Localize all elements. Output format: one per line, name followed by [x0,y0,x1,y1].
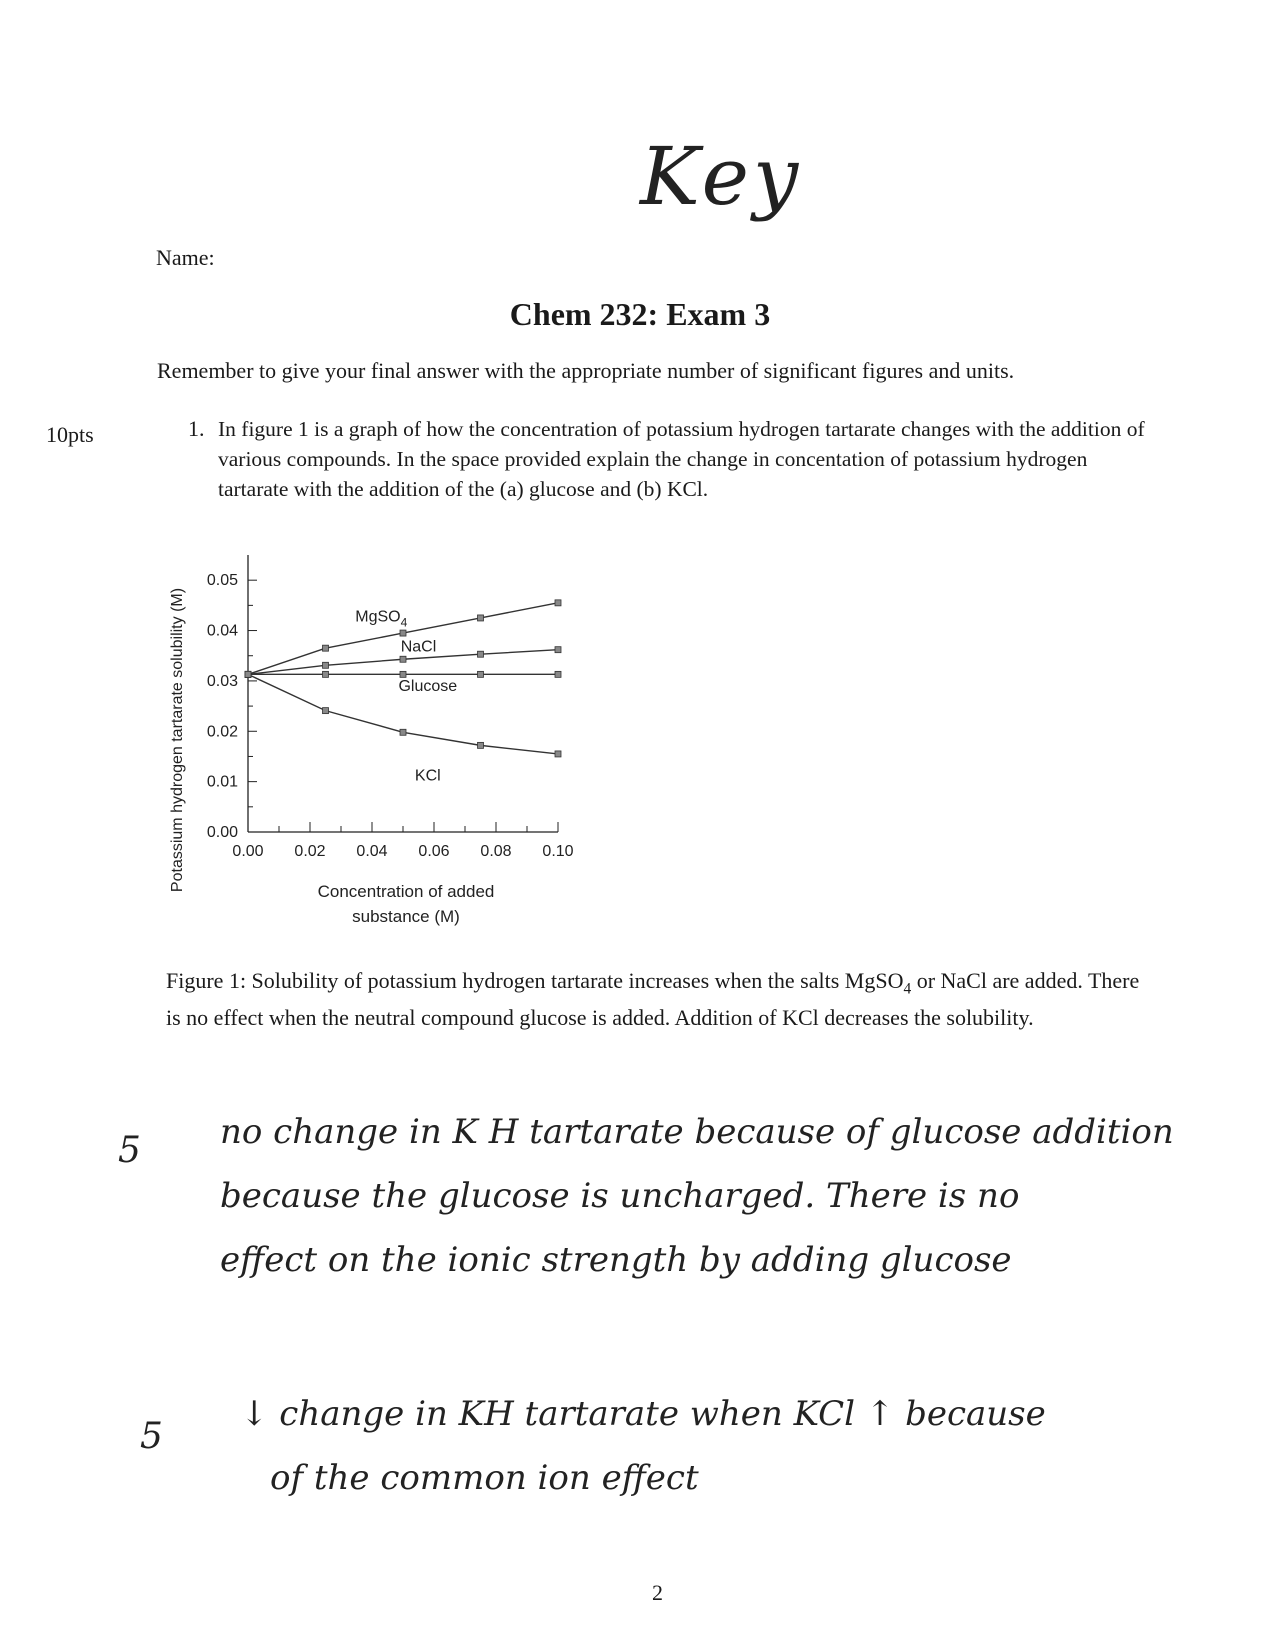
data-point-kcl [478,742,484,748]
answer-a-line-2: because the glucose is uncharged. There is no [220,1176,1020,1216]
data-point-nacl [555,647,561,653]
data-point-nacl [323,662,329,668]
x-axis-label-line-1: Concentration of added [317,882,495,901]
data-point-kcl [555,751,561,757]
x-tick-label: 0.08 [480,843,512,860]
page-title: Chem 232: Exam 3 [509,296,771,332]
x-tick-label: 0.02 [294,843,326,860]
name-label: Name: [156,245,215,270]
y-axis-label: Potassium hydrogen tartarate solubility (M) [169,587,186,893]
answer-a-line-1: no change in K H tartarate because of glucose addition [220,1112,1174,1152]
y-tick-label: 0.02 [206,723,238,741]
answer-b-line-2: of the common ion effect [270,1458,699,1498]
answer-part-a [220,1100,1174,1292]
data-point-glucose [478,671,484,677]
series-label-kcl: KCl [414,767,441,785]
x-tick-label: 0.10 [542,843,574,860]
data-point-kcl [400,729,406,735]
data-point-glucose [400,671,406,677]
data-point-kcl [245,671,251,677]
x-tick-label: 0.00 [232,843,264,860]
y-tick-label: 0.03 [206,672,238,690]
score-part-a: 5 [118,1130,141,1171]
answer-b-line-1: ↓ change in KH tartarate when KCl ↑ because [240,1394,1046,1434]
data-point-glucose [555,671,561,677]
series-label-mgso4: MgSO$_4$ [355,608,408,630]
data-point-mgso4 [555,600,561,606]
key-annotation: Key [640,130,803,223]
data-point-mgso4 [478,615,484,621]
data-point-nacl [478,651,484,657]
answer-part-b [240,1382,1046,1510]
question-points: 10pts [46,422,94,447]
caption-part-2: or NaCl are added. There is no effect when the neutral compound glucose is added. Addition of KCl decreases the solubility. [166,968,1140,1031]
question-text: In figure 1 is a graph of how the concentration of potassium hydrogen tartarate changes with the addition of various compounds. In the space provided explain the change in concentation of potassium hydrogen tartarate with the addition of the (a) glucose and (b) KCl. [218,417,1145,501]
figure-caption [166,966,1156,1032]
solubility-chart [160,530,590,930]
x-axis-label-line-2: substance (M) [352,907,460,926]
score-part-b: 5 [140,1416,163,1457]
y-tick-label: 0.01 [206,773,238,791]
data-point-mgso4 [323,645,329,651]
data-point-mgso4 [400,630,406,636]
page-number: 2 [652,1580,663,1605]
x-tick-label: 0.04 [356,843,388,860]
y-tick-label: 0.04 [206,622,238,640]
y-tick-label: 0.05 [206,572,238,590]
instructions: Remember to give your final answer with the appropriate number of significant figures and units. [157,358,1015,383]
x-tick-label: 0.06 [418,843,450,860]
answer-a-line-3: effect on the ionic strength by adding glucose [220,1240,1012,1280]
series-label-subscript: 4 [400,615,408,630]
data-point-kcl [323,708,329,714]
data-point-glucose [323,671,329,677]
series-label-nacl: NaCl [400,638,437,656]
series-label-glucose: Glucose [398,677,458,695]
caption-subscript: 4 [903,980,912,998]
y-tick-label: 0.00 [206,824,238,841]
caption-part-1: Figure 1: Solubility of potassium hydrogen tartarate increases when the salts MgSO [166,968,904,993]
question-number: 1. [188,416,205,441]
data-point-nacl [400,656,406,662]
